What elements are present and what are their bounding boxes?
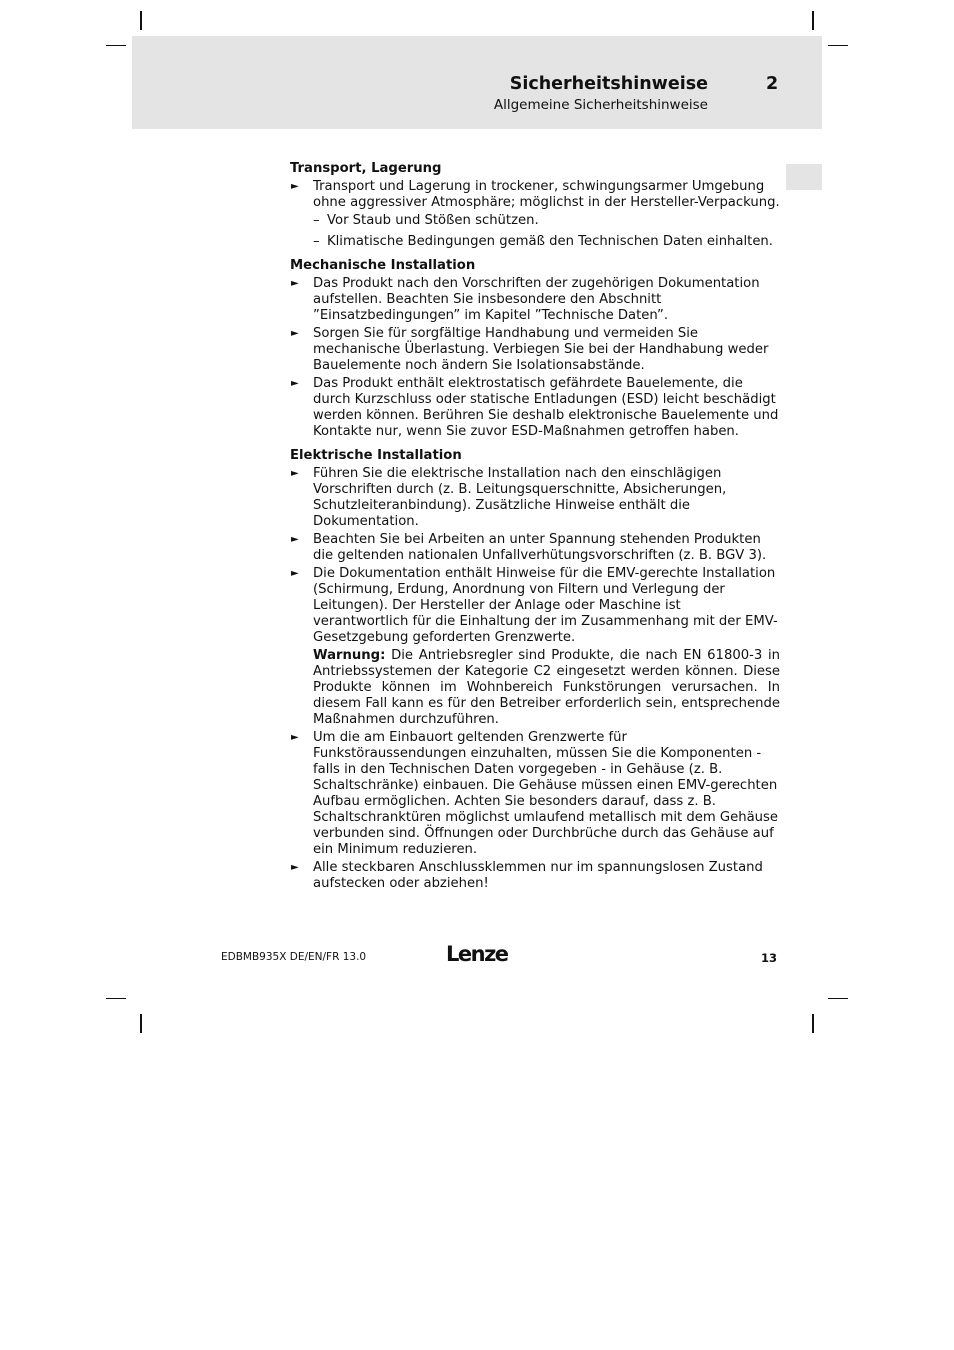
list-item bbox=[290, 566, 780, 728]
document-id: EDBMB935X DE/EN/FR 13.0 bbox=[221, 951, 367, 963]
section-heading: Elektrische Installation bbox=[290, 448, 462, 463]
chapter-tab-marker bbox=[786, 164, 822, 190]
bullet-arrow-icon: ► bbox=[291, 568, 299, 579]
section-mechanical bbox=[290, 257, 780, 440]
bullet-arrow-icon: ► bbox=[291, 862, 299, 873]
list-item-text: Transport und Lagerung in trockener, schwingungsarmer Umgebung ohne aggressiver Atmosphäre; möglichst in der Hersteller-Verpackung. bbox=[313, 179, 780, 210]
bullet-arrow-icon: ► bbox=[291, 278, 299, 289]
crop-mark bbox=[140, 11, 142, 30]
list-item-text: Das Produkt enthält elektrostatisch gefährdete Bauelemente, die durch Kurzschluss oder statische Entladungen (ESD) leicht beschädigt werden können. Berühren Sie deshalb elektronische Bauelemente und Kontakte nur, wenn Sie zuvor ESD-Maßnahmen getroffen haben. bbox=[313, 376, 779, 439]
page-number: 13 bbox=[761, 951, 778, 965]
sub-list-item bbox=[313, 234, 780, 250]
warning-note bbox=[313, 648, 780, 728]
list-item bbox=[290, 532, 780, 564]
bullet-arrow-icon: ► bbox=[291, 468, 299, 479]
section-transport bbox=[290, 160, 780, 250]
sub-list bbox=[313, 213, 780, 250]
warning-label: Warnung: bbox=[313, 648, 386, 663]
bullet-arrow-icon: ► bbox=[291, 328, 299, 339]
page-content bbox=[290, 160, 780, 899]
list-item bbox=[290, 376, 780, 440]
bullet-arrow-icon: ► bbox=[291, 378, 299, 389]
crop-mark bbox=[828, 45, 848, 46]
crop-mark bbox=[828, 998, 848, 999]
warning-text: Die Antriebsregler sind Produkte, die nach EN 61800-3 in Antriebssystemen der Kategorie C2 eingesetzt werden können. Diese Produkte können im Wohnbereich Funkstörungen verursachen. In diesem Fall kann es für den Betreiber erforderlich sein, entsprechende Maßnahmen durchzuführen. bbox=[313, 648, 780, 727]
chapter-title: Sicherheitshinweise bbox=[509, 74, 708, 94]
chapter-number: 2 bbox=[766, 74, 779, 94]
list-item bbox=[290, 730, 780, 858]
list-item bbox=[290, 860, 780, 892]
bullet-arrow-icon: ► bbox=[291, 732, 299, 743]
bullet-list bbox=[290, 179, 780, 250]
list-item-text: Beachten Sie bei Arbeiten an unter Spannung stehenden Produkten die geltenden nationalen Unfallverhütungsvorschriften (z. B. BGV 3). bbox=[313, 532, 767, 563]
list-item-text: Die Dokumentation enthält Hinweise für die EMV-gerechte Installation (Schirmung, Erdung, Anordnung von Filtern und Verlegung der Leitungen). Der Hersteller der Anlage oder Maschine ist verantwortlich für die Einhaltung der im Zusammenhang mit der EMV-Gesetzgebung geforderten Grenzwerte. bbox=[313, 566, 778, 645]
bullet-list bbox=[290, 466, 780, 892]
section-heading: Transport, Lagerung bbox=[290, 161, 442, 176]
lenze-logo: Lenze bbox=[446, 942, 508, 966]
crop-mark bbox=[106, 998, 126, 999]
list-item-text: Um die am Einbauort geltenden Grenzwerte für Funkstöraussendungen einzuhalten, müssen Sie die Komponenten - falls in den Technischen Daten vorgegeben - in Gehäuse (z. B. Schaltschränke) einbauen. Die Gehäuse müssen einen EMV-gerechten Aufbau ermöglichen. Achten Sie besonders darauf, dass z. B. Schaltschranktüren möglichst umlaufend metallisch mit dem Gehäuse verbunden sind. Öffnungen oder Durchbrüche durch das Gehäuse auf ein Minimum reduzieren. bbox=[313, 730, 779, 857]
bullet-arrow-icon: ► bbox=[291, 181, 299, 192]
sub-list-item bbox=[313, 213, 780, 229]
bullet-list bbox=[290, 276, 780, 440]
list-item-text: Sorgen Sie für sorgfältige Handhabung und vermeiden Sie mechanische Überlastung. Verbiegen Sie bei der Handhabung weder Bauelemente noch ändern Sie Isolationsabstände. bbox=[313, 326, 769, 373]
bullet-arrow-icon: ► bbox=[291, 534, 299, 545]
crop-mark bbox=[140, 1014, 142, 1033]
sub-item-text: Klimatische Bedingungen gemäß den Technischen Daten einhalten. bbox=[327, 234, 773, 249]
dash-icon: – bbox=[313, 234, 320, 249]
list-item-text: Führen Sie die elektrische Installation nach den einschlägigen Vorschriften durch (z. B. Leitungsquerschnitte, Absicherungen, Schutzleiteranbindung). Zusätzliche Hinweise enthält die Dokumentation. bbox=[313, 466, 727, 529]
list-item-text: Alle steckbaren Anschlussklemmen nur im spannungslosen Zustand aufstecken oder abziehen! bbox=[313, 860, 763, 891]
page-header bbox=[132, 36, 822, 129]
crop-mark bbox=[812, 11, 814, 30]
crop-mark bbox=[106, 45, 126, 46]
list-item bbox=[290, 326, 780, 374]
section-electrical bbox=[290, 447, 780, 892]
section-heading: Mechanische Installation bbox=[290, 258, 476, 273]
section-subtitle: Allgemeine Sicherheitshinweise bbox=[493, 97, 708, 113]
list-item bbox=[290, 179, 780, 250]
sub-item-text: Vor Staub und Stößen schützen. bbox=[327, 213, 539, 228]
list-item bbox=[290, 466, 780, 530]
dash-icon: – bbox=[313, 213, 320, 228]
list-item bbox=[290, 276, 780, 324]
crop-mark bbox=[812, 1014, 814, 1033]
list-item-text: Das Produkt nach den Vorschriften der zugehörigen Dokumentation aufstellen. Beachten Sie insbesondere den Abschnitt ”Einsatzbedingungen” im Kapitel ”Technische Daten”. bbox=[313, 276, 760, 323]
